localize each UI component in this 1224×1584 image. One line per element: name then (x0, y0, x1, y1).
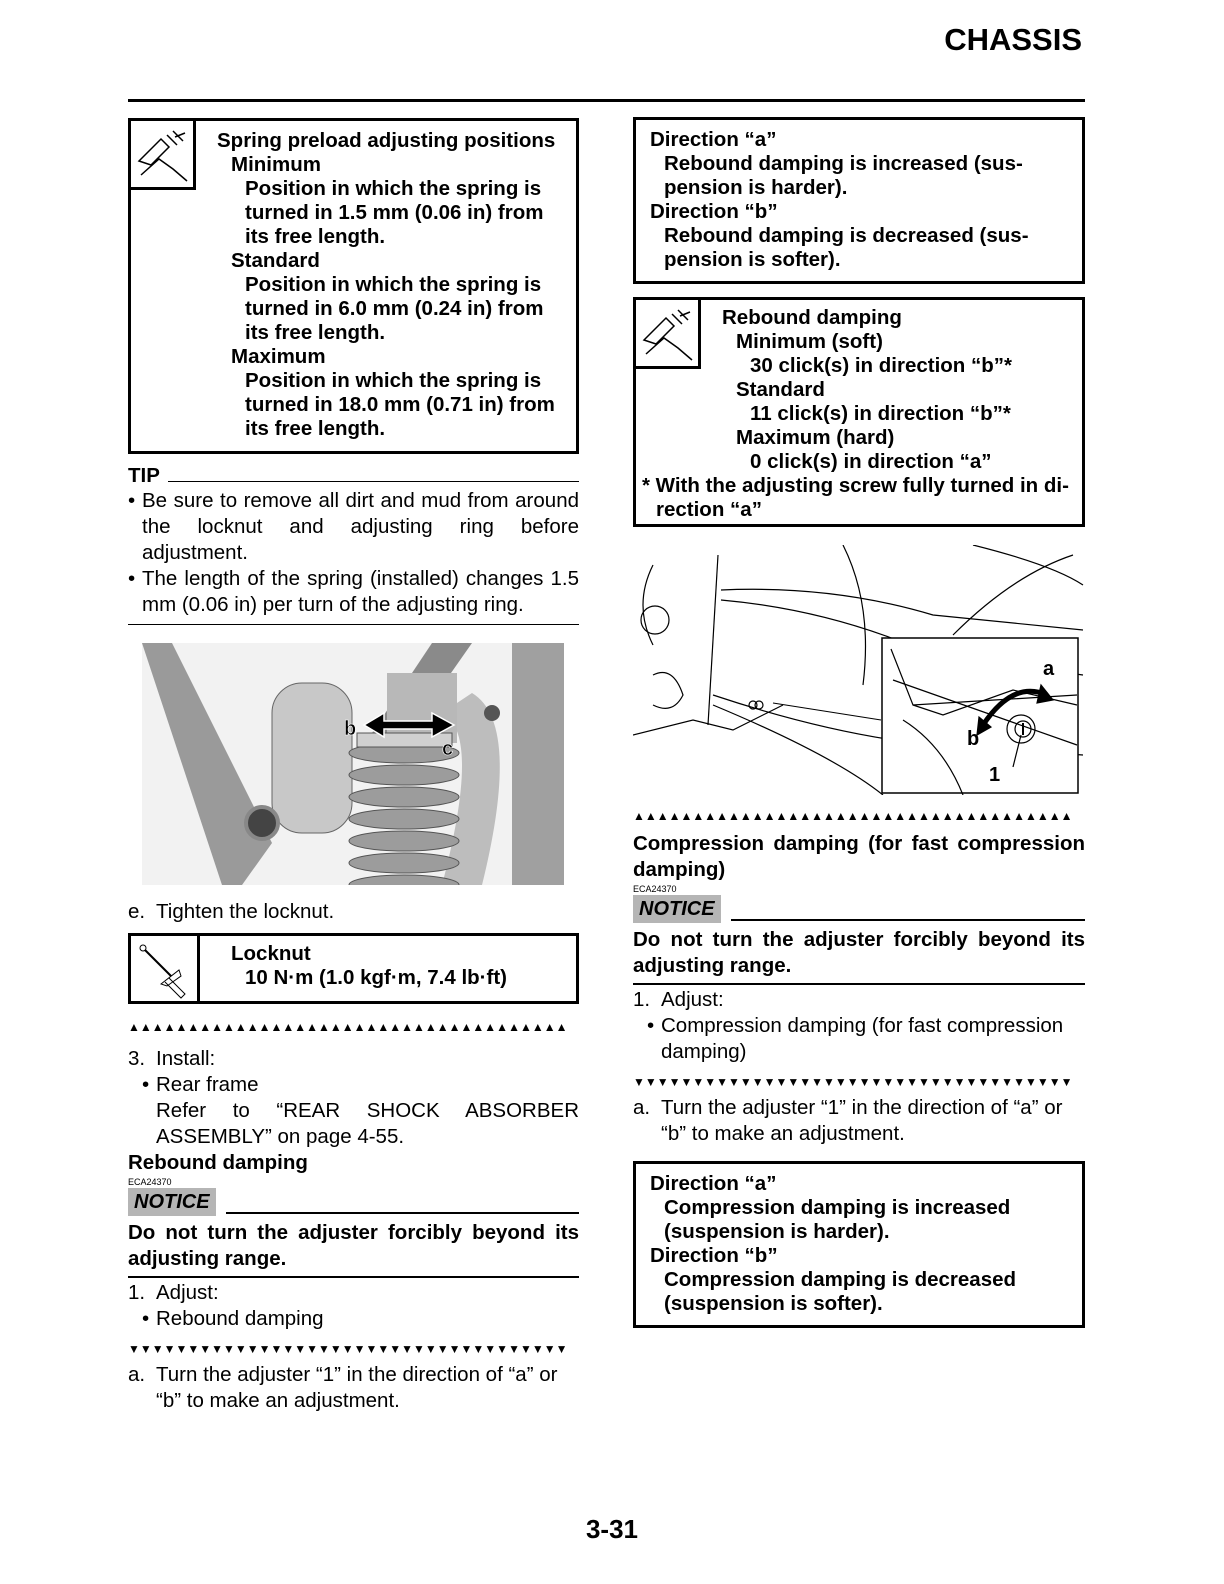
locknut-torque-box (128, 933, 579, 1004)
notice-badge: NOTICE (633, 895, 721, 923)
direction-b-label: Direction “b” (650, 1244, 778, 1267)
direction-b-text: Compression damping is decreased (664, 1268, 1017, 1291)
right-column (633, 117, 1085, 1328)
torque-title: Locknut (231, 942, 311, 965)
spec-value: Position in which the spring is (245, 369, 542, 392)
tip-label: TIP (128, 464, 160, 487)
direction-b-text: pension is softer). (664, 248, 841, 271)
step-text: Turn the adjuster “1” in the direction of “a” or “b” to make an adjustment. (156, 1363, 558, 1412)
spec-value: its free length. (245, 225, 386, 248)
spec-value: Position in which the spring is (245, 177, 542, 200)
shock-absorber-figure (142, 643, 564, 885)
left-column (128, 118, 579, 1414)
step-marker: a. (128, 1363, 146, 1386)
compression-step-bullet: • Compression damping (for fast compression damping) (633, 1013, 1085, 1065)
figure-label-b: b (967, 728, 980, 750)
step-text: Tighten the locknut. (156, 900, 335, 923)
tip-bullet: • The length of the spring (installed) changes 1.5 mm (0.06 in) per turn of the adjusting ring. (128, 566, 579, 618)
spec-value: turned in 18.0 mm (0.71 in) from (245, 393, 555, 416)
spec-value: Position in which the spring is (245, 273, 542, 296)
rebound-adjuster-figure (633, 545, 1085, 795)
tip-rule (168, 481, 579, 482)
figure-label-c: c (442, 738, 454, 760)
footnote-line: rection “a” (656, 498, 762, 521)
procedure-start-marks: ▼▼▼▼▼▼▼▼▼▼▼▼▼▼▼▼▼▼▼▼▼▼▼▼▼▼▼▼▼▼▼▼▼▼▼▼▼ (633, 1075, 1073, 1089)
torque-value: 10 N·m (1.0 kgf·m, 7.4 lb·ft) (245, 966, 507, 989)
spring-preload-spec-box (128, 118, 579, 454)
notice-header (633, 895, 1085, 923)
step-3 (128, 1046, 579, 1072)
figure-label-1: 1 (989, 764, 1001, 786)
notice-code: ECA24370 (128, 1177, 172, 1187)
step-marker: 1. (633, 988, 651, 1011)
rebound-spec-content (722, 306, 1012, 474)
step-3-bullet: • Rear frame (128, 1072, 579, 1098)
notice-rule (731, 919, 1085, 921)
spring-spec-content (217, 129, 555, 441)
notice-end-rule (128, 1276, 579, 1278)
direction-a-text: pension is harder). (664, 176, 848, 199)
spec-title: Rebound damping (722, 306, 902, 329)
spec-footnote (642, 474, 1069, 522)
figure-label-a: a (1043, 658, 1055, 680)
spec-title: Spring preload adjusting positions (217, 129, 556, 152)
compression-direction-box (633, 1161, 1085, 1328)
step-text: Adjust: (661, 988, 724, 1011)
notice-badge: NOTICE (128, 1188, 216, 1216)
spec-label-maximum: Maximum (231, 345, 326, 368)
spec-value: turned in 1.5 mm (0.06 in) from (245, 201, 544, 224)
compression-heading: Compression damping (for fast compression damping) (633, 832, 1085, 881)
direction-a-label: Direction “a” (650, 128, 777, 151)
rebound-step-bullet: • Rebound damping (128, 1306, 579, 1332)
step-marker: 3. (128, 1047, 146, 1070)
step-e (128, 899, 579, 925)
notice-code: ECA24370 (633, 884, 677, 894)
spec-label-standard: Standard (231, 249, 320, 272)
direction-b-text: (suspension is softer). (664, 1292, 883, 1315)
procedure-end-marks: ▲▲▲▲▲▲▲▲▲▲▲▲▲▲▲▲▲▲▲▲▲▲▲▲▲▲▲▲▲▲▲▲▲▲▲▲▲ (128, 1020, 568, 1034)
tip-bullet: • Be sure to remove all dirt and mud from around the locknut and adjusting ring before adjustment. (128, 488, 579, 566)
rebound-step-1 (128, 1280, 579, 1306)
notice-header (128, 1188, 579, 1216)
section-title: CHASSIS (944, 22, 1082, 57)
tip-end-rule (128, 624, 579, 625)
notice-rule (226, 1212, 579, 1214)
direction-b-label: Direction “b” (650, 200, 778, 223)
caliper-spec-icon (128, 118, 196, 190)
step-marker: e. (128, 900, 146, 923)
direction-a-text: Rebound damping is increased (sus- (664, 152, 1023, 175)
spec-value: 0 click(s) in direction “a” (750, 450, 992, 473)
torque-wrench-icon (131, 936, 200, 1001)
spec-label: Minimum (soft) (736, 330, 883, 353)
step-marker: 1. (128, 1281, 146, 1304)
spec-label: Standard (736, 378, 825, 401)
procedure-start-marks: ▼▼▼▼▼▼▼▼▼▼▼▼▼▼▼▼▼▼▼▼▼▼▼▼▼▼▼▼▼▼▼▼▼▼▼▼▼ (128, 1342, 568, 1356)
figure-label-b: b (344, 718, 357, 740)
step-marker: a. (633, 1096, 651, 1119)
tip-section (128, 464, 579, 625)
torque-content (231, 942, 507, 990)
step-text: Turn the adjuster “1” in the direction of “a” or “b” to make an adjustment. (661, 1096, 1063, 1145)
rebound-spec-box (633, 297, 1085, 527)
spec-value: its free length. (245, 417, 386, 440)
compression-step-1 (633, 987, 1085, 1013)
page-number: 3-31 (585, 1514, 639, 1544)
rebound-direction-box (633, 117, 1085, 284)
spec-value: 11 click(s) in direction “b”* (750, 402, 1011, 425)
direction-b-text: Rebound damping is decreased (sus- (664, 224, 1029, 247)
spec-value: 30 click(s) in direction “b”* (750, 354, 1013, 377)
footnote-line: * With the adjusting screw fully turned in di- (642, 474, 1069, 497)
header-divider (128, 99, 1085, 102)
spec-value: its free length. (245, 321, 386, 344)
tip-heading (128, 464, 579, 488)
rebound-substep-a (128, 1362, 579, 1414)
spec-label-minimum: Minimum (231, 153, 321, 176)
direction-a-text: (suspension is harder). (664, 1220, 890, 1243)
notice-end-rule (633, 983, 1085, 985)
caliper-spec-icon (633, 297, 701, 369)
notice-text: Do not turn the adjuster forcibly beyond its adjusting range. (128, 1221, 579, 1270)
step-text: Install: (156, 1047, 216, 1070)
step-3-reference[interactable]: Refer to “REAR SHOCK ABSORBER ASSEMBLY” on page 4-55. (156, 1099, 579, 1148)
procedure-end-marks: ▲▲▲▲▲▲▲▲▲▲▲▲▲▲▲▲▲▲▲▲▲▲▲▲▲▲▲▲▲▲▲▲▲▲▲▲▲ (633, 809, 1073, 823)
spec-label: Maximum (hard) (736, 426, 895, 449)
notice-text: Do not turn the adjuster forcibly beyond its adjusting range. (633, 928, 1085, 977)
rebound-heading: Rebound damping (128, 1151, 308, 1174)
direction-a-label: Direction “a” (650, 1172, 777, 1195)
compression-substep-a (633, 1095, 1085, 1147)
direction-a-text: Compression damping is increased (664, 1196, 1011, 1219)
step-text: Adjust: (156, 1281, 219, 1304)
spec-value: turned in 6.0 mm (0.24 in) from (245, 297, 544, 320)
